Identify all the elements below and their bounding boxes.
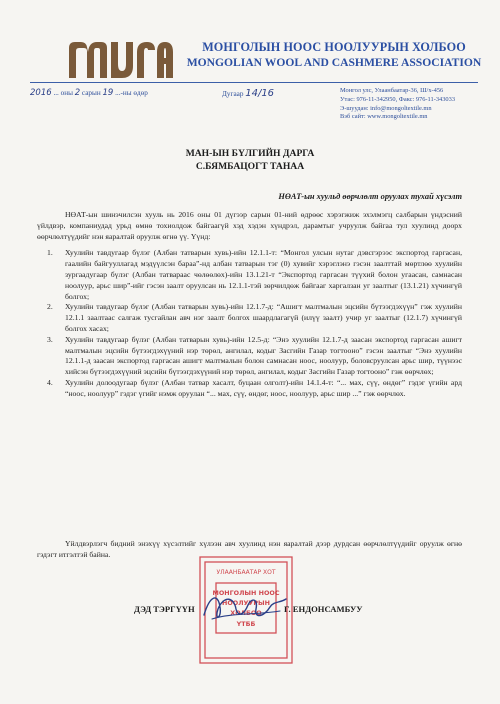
list-item-number: 4.	[47, 377, 53, 387]
contact-web: Вэб сайт: www.mongoltextile.mn	[340, 113, 428, 121]
list-item	[37, 248, 462, 302]
list-item	[37, 302, 462, 334]
ref-number-value: 14/16	[245, 88, 275, 99]
contact-info	[340, 87, 455, 122]
list-item-text: Хуулийн тавдугаар бүлэг (Албан татварын хувь)-ийн 12.1.7-д: “Ашигт малтмалын эцсийн бүтээгдэхүүн” гэж хуулийн 12.1.1 заалтаас салгаж тусгайлан авч нэг заалт болгох шаардлагагүй (илүү заалт) учир уг заалтыг (12.1.7) хүчингүй болгох хасах;	[65, 302, 462, 333]
letter-subject: НӨАТ-ын хуульд өөрчлөлт оруулах тухай хүсэлт	[278, 192, 462, 201]
recipient-title: МАН-ЫН БҮЛГИЙН ДАРГА	[185, 148, 315, 159]
association-logo	[67, 38, 175, 82]
organization-name	[184, 40, 484, 70]
request-list	[37, 248, 462, 399]
recipient-name: С.БЯМБАЦОГТ ТАНАА	[195, 161, 305, 172]
org-name-mongolian: МОНГОЛЫН НООС НООЛУУРЫН ХОЛБОО	[202, 40, 466, 54]
stamp-center-line-4: ҮТББ	[236, 620, 256, 628]
org-name-english: MONGOLIAN WOOL AND CASHMERE ASSOCIATION	[186, 56, 482, 69]
closing-paragraph: Үйлдвэрлэгч бидний энэхүү хүсэлтийг хүлээн авч хуулинд нэн яаралтай дээр дурдсан өөрчлөлтүүдийг оруулж өгнө гэдэгт итгэлтэй байна.	[37, 539, 462, 559]
stamp-top-text: УЛААНБААТАР ХОТ	[216, 569, 276, 576]
stamp-center-line-2: НООЛУУРЫН	[221, 599, 271, 607]
handwritten-signature	[200, 585, 290, 627]
date-day: 19	[102, 88, 114, 98]
list-item-number: 1.	[47, 248, 53, 258]
letter-body	[37, 210, 462, 400]
date-year-suffix: ... оны	[53, 89, 73, 97]
ref-label: Дугаар	[222, 90, 244, 98]
list-item	[37, 335, 462, 378]
contact-phone: Утас: 976-11-342950, Факс: 976-11-343033	[340, 95, 456, 103]
list-item-number: 3.	[47, 334, 53, 344]
header-divider	[30, 82, 478, 83]
list-item-text: Хуулийн тавдугаар бүлэг (Албан татварын хувь)-ийн 12.5-д: “Энэ хуулийн 12.1.7-д заасан экспортод гаргасан ашигт малтмалын эцсийн бүтээгдэхүүний нэр төрөл, ангилал, кодыг Засгийн Газар тогтооно” гэсэн заалтыг “Энэ хуулийн 12.1.1-д заасан экспортод гаргасан ашигт малтмалын болон самнасан ноос, ноолуур, боловсруулсан арьс шир, түүнээс хийсэн бүтээгдэхүүний эцсийн бүтээгдэхүүний нэр төрөл, ангилал, кодыг Засгийн Газар тогтооно” гэж өөрчлөх;	[65, 334, 462, 377]
signatory-name: Г. ЕНДОНСАМБУУ	[284, 604, 363, 614]
list-item	[37, 378, 462, 400]
contact-email: Э-шуудан: info@mongoltextile.mn	[340, 104, 432, 112]
signatory-title: ДЭД ТЭРГҮҮН	[134, 604, 195, 614]
list-item-text: Хуулийн долоодугаар бүлэг (Албан татвар хасалт, буцаан олголт)-ийн 14.1.4-т: “... мах, сүү, өндөг” гэдэг үгийн ард “ноос, ноолуур” гэдэг үгийг нэмж оруулан “... мах, сүү, өндөг, ноос, ноолуур, арьс шир ...” гэж өөрчлөх.	[65, 377, 462, 398]
date-day-suffix: ...-ны өдөр	[115, 89, 148, 97]
list-item-text: Хуулийн тавдугаар бүлэг (Албан татварын хувь)-ийн 12.1.1-т: “Монгол улсын нутаг дэвсгэрээс экспортод гаргасан, гаалийн байгууллагад мэдүүлсэн бараа”-нд албан татварын тэг (0) хувийг хэрэглэнэ гэсэн заалттай мөртлөө хуулийн зургаадугаар бүлэг (Албан татвараас чөлөөлөх)-ийн 13.1.21-т “Экспортод гаргасан түүхий болон угаасан, самнасан ноолуур, арьс шир”-ийг гэсэн заалт оруулсан нь 12.1.1-тэй зөрчилдөж байгааг харгалзан уг заалтыг (13.1.21) хүчингүй болгох;	[65, 248, 462, 301]
letter-date	[30, 88, 148, 98]
stamp-center-line-3: ХОЛБОО	[230, 609, 262, 617]
intro-paragraph: НӨАТ-ын шинэчилсэн хууль нь 2016 оны 01 дүгээр сарын 01-ний өдрөөс хэрэгжиж эхэлмэгц салбарын үндэсний үйлдвэр, компаниудад урьд өмнө тохиолдож байгаагүй хэд хэдэн хүндрэл, дарамтыг учруулж байгаа тул хуулинд доорх өөрчлөлтүүдийг нэн яаралтай оруулж өгнө үү. Үүнд:	[37, 210, 462, 241]
contact-address: Монгол улс, Улаанбаатар-36, Ш/х-456	[340, 87, 444, 94]
date-year: 2016	[30, 88, 52, 98]
date-month-suffix: сарын	[81, 89, 101, 97]
date-month: 2	[74, 88, 81, 98]
recipient-block	[0, 147, 500, 173]
reference-number	[222, 88, 274, 99]
list-item-number: 2.	[47, 302, 53, 312]
stamp-center-line-1: МОНГОЛЫН НООС	[212, 589, 280, 597]
